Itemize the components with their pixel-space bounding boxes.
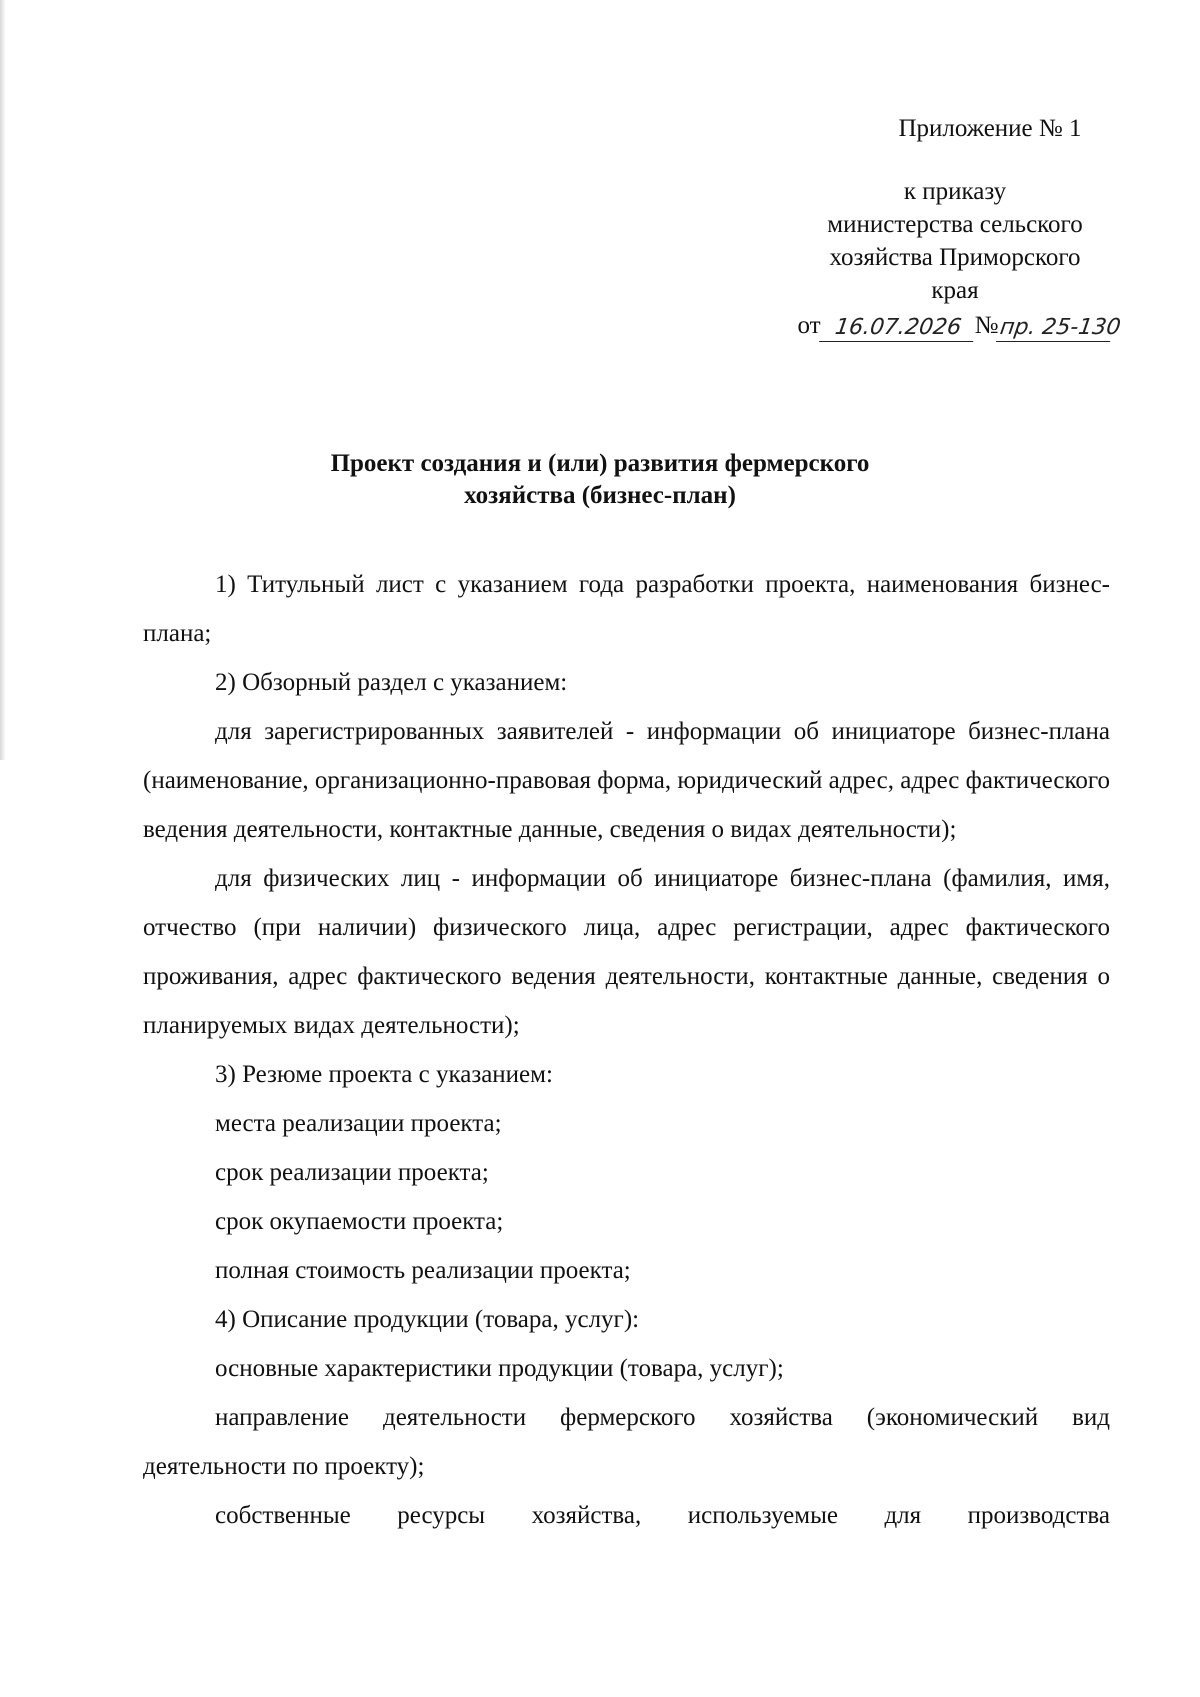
appendix-header — [760, 112, 1150, 342]
order-line-1: к приказу — [903, 178, 1007, 205]
paragraph-5: 3) Резюме проекта с указанием: — [215, 1061, 553, 1088]
order-prefix: от — [797, 312, 821, 339]
handwritten-order-number: пр. 25-130 — [997, 315, 1115, 342]
paragraph-6: места реализации проекта; — [215, 1110, 502, 1137]
paragraph-7: срок реализации проекта; — [215, 1159, 489, 1186]
order-line-4: края — [931, 277, 979, 304]
appendix-title: Приложение № 1 — [898, 115, 1082, 142]
paragraph-2: 2) Обзорный раздел с указанием: — [215, 669, 568, 696]
order-line-3: хозяйства Приморского — [829, 244, 1081, 271]
paragraph-13: собственные ресурсы хозяйства, используемые для производства — [215, 1502, 1110, 1529]
scan-edge-shadow — [0, 0, 6, 760]
document-title-line-1: Проект создания и (или) развития фермерского — [330, 450, 870, 477]
paragraph-4: для физических лиц - информации об инициаторе бизнес-плана (фамилия, имя, отчество (при наличии) физического лица, адрес регистрации, адрес фактического проживания, адрес фактического ведения деятельности, контактные данные, сведения о планируемых видах деятельности); — [143, 865, 1110, 1039]
order-line-2: министерства сельского — [827, 211, 1083, 238]
document-title — [150, 448, 1050, 512]
paragraph-8: срок окупаемости проекта; — [215, 1208, 504, 1235]
paragraph-12: направление деятельности фермерского хозяйства (экономический вид деятельности по проекту); — [143, 1404, 1110, 1480]
paragraph-10: 4) Описание продукции (товара, услуг): — [215, 1306, 640, 1333]
paragraph-3: для зарегистрированных заявителей - информации об инициаторе бизнес-плана (наименование, организационно-правовая форма, юридический адрес, адрес фактического ведения деятельности, контактные данные, сведения о видах деятельности); — [143, 718, 1110, 843]
paragraph-1: 1) Титульный лист с указанием года разработки проекта, наименования бизнес-плана; — [143, 571, 1110, 647]
number-sign: № — [974, 312, 999, 339]
document-title-line-2: хозяйства (бизнес-план) — [464, 482, 736, 509]
order-date-number-line — [760, 309, 1150, 342]
paragraph-11: основные характеристики продукции (товара, услуг); — [215, 1355, 784, 1382]
document-body — [143, 560, 1110, 1540]
paragraph-9: полная стоимость реализации проекта; — [215, 1257, 631, 1284]
handwritten-order-date: 16.07.2026 — [819, 315, 977, 342]
